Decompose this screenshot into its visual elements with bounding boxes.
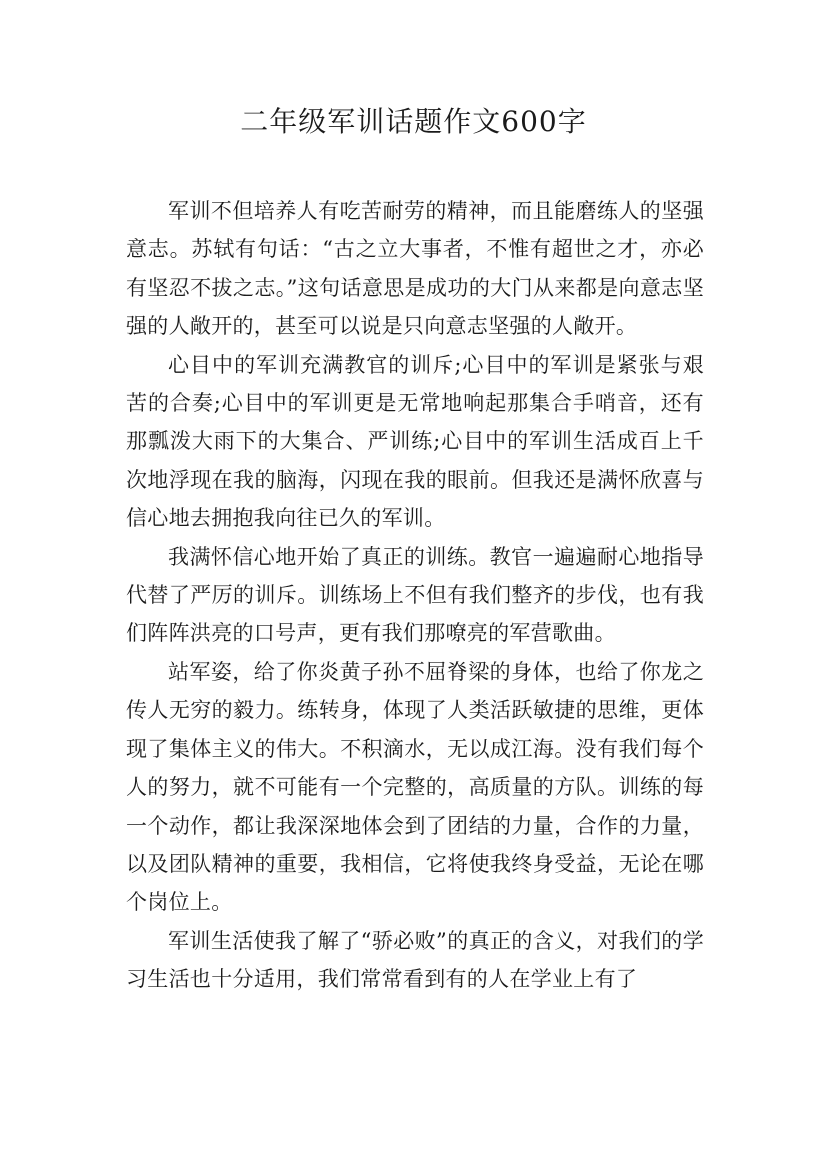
- document-body: [126, 192, 704, 999]
- paragraph: 军训不但培养人有吃苦耐劳的精神，而且能磨练人的坚强意志。苏轼有句话：“古之立大事者，不惟有超世之才，亦必有坚忍不拔之志。”这句话意思是成功的大门从来都是向意志坚强的人敞开的，甚至可以说是只向意志坚强的人敞开。: [126, 199, 704, 339]
- paragraph: 站军姿，给了你炎黄子孙不屈脊梁的身体，也给了你龙之传人无穷的毅力。练转身，体现了人类活跃敏捷的思维，更体现了集体主义的伟大。不积滴水，无以成江海。没有我们每个人的努力，就不可能有一个完整的，高质量的方队。训练的每一个动作，都让我深深地体会到了团结的力量，合作的力量，以及团队精神的重要，我相信，它将使我终身受益，无论在哪个岗位上。: [126, 659, 704, 915]
- paragraph: 我满怀信心地开始了真正的训练。教官一遍遍耐心地指导代替了严厉的训斥。训练场上不但有我们整齐的步伐，也有我们阵阵洪亮的口号声，更有我们那嘹亮的军营歌曲。: [126, 544, 704, 646]
- paragraph: 心目中的军训充满教官的训斥;心目中的军训是紧张与艰苦的合奏;心目中的军训更是无常地响起那集合手哨音，还有那瓢泼大雨下的大集合、严训练;心目中的军训生活成百上千次地浮现在我的脑海，闪现在我的眼前。但我还是满怀欣喜与信心地去拥抱我向往已久的军训。: [126, 352, 704, 531]
- document-title: 二年级军训话题作文600字: [240, 105, 587, 138]
- paragraph: 军训生活使我了解了“骄必败”的真正的含义，对我们的学习生活也十分适用，我们常常看到有的人在学业上有了: [126, 928, 704, 992]
